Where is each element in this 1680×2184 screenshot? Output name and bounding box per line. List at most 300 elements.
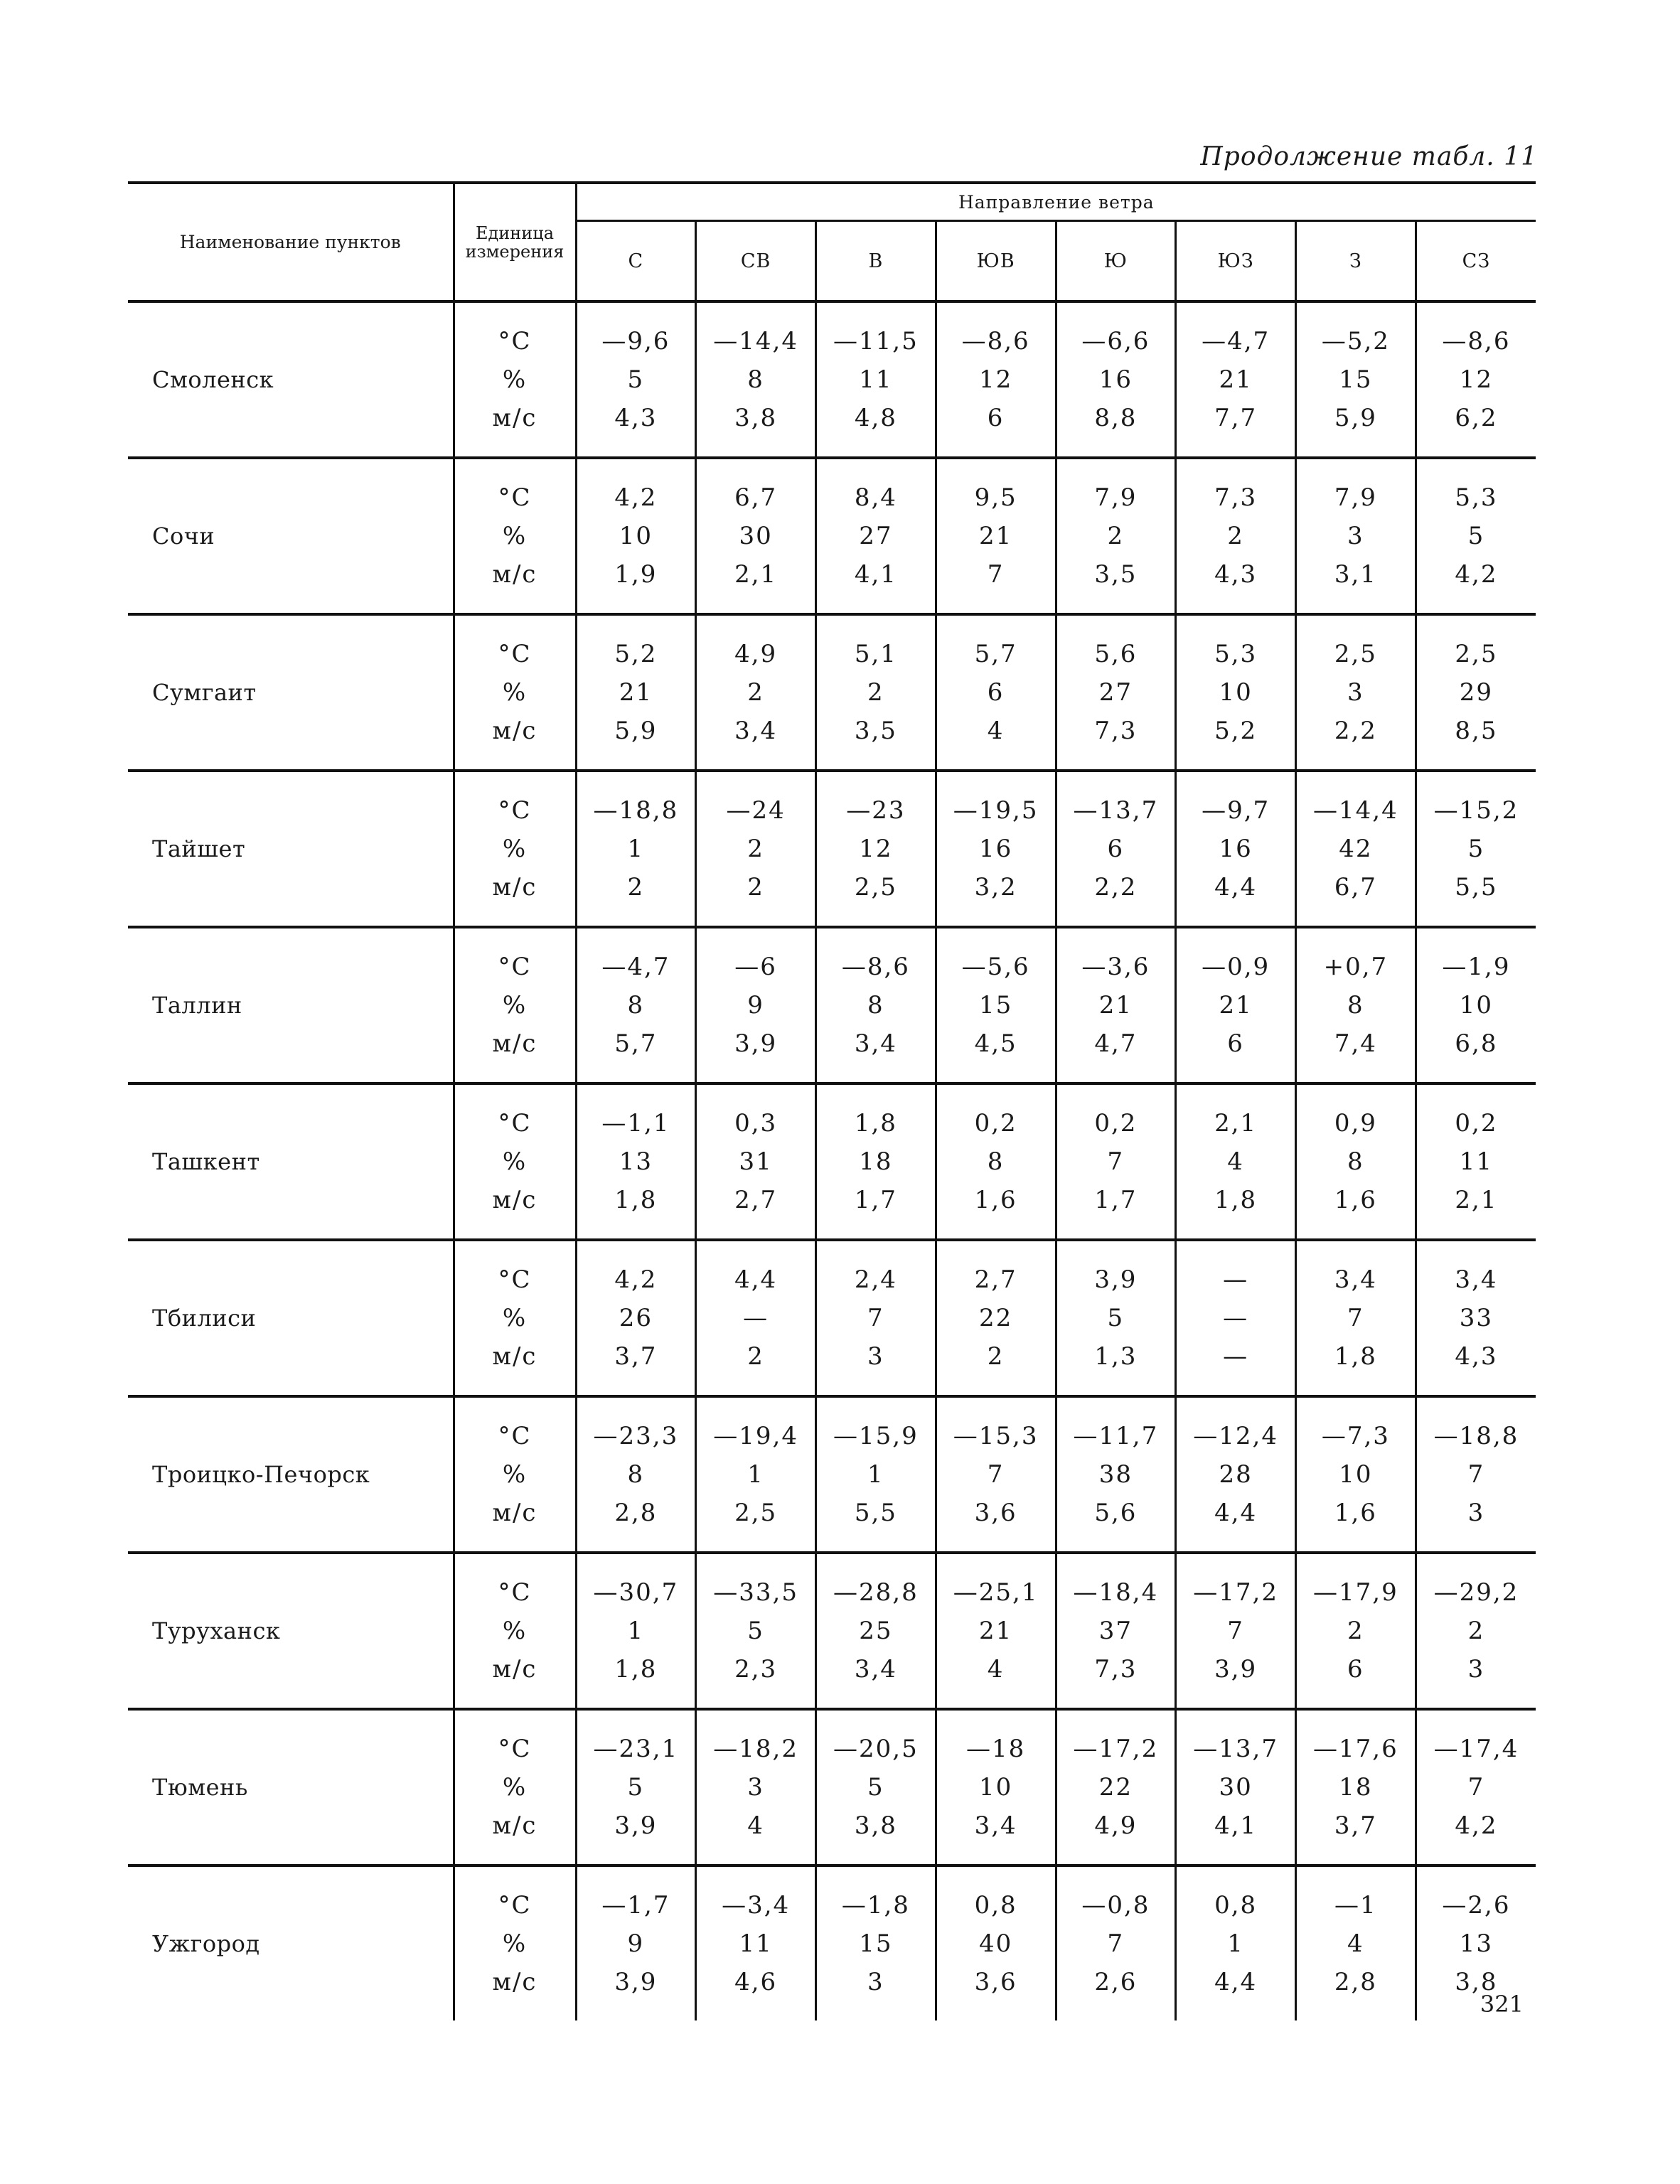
value-cell	[816, 1240, 936, 1396]
table-row	[128, 771, 1536, 927]
unit-cell	[454, 1709, 576, 1866]
value-cell	[1296, 1083, 1416, 1240]
value: 5	[747, 1617, 764, 1645]
value: 3,4	[1334, 1265, 1377, 1294]
value: —8,6	[961, 327, 1030, 355]
unit-label: %	[502, 1773, 528, 1802]
value: —15,9	[833, 1422, 919, 1450]
value: 7,9	[1334, 483, 1377, 512]
value: 3,9	[734, 1029, 778, 1058]
value: —17,2	[1073, 1735, 1159, 1763]
unit-label: м/с	[492, 1029, 537, 1058]
unit-cell	[454, 1396, 576, 1553]
value: 6,7	[734, 483, 778, 512]
value-cell	[816, 458, 936, 614]
unit-label: м/с	[492, 1342, 537, 1371]
value: 0,9	[1334, 1109, 1377, 1138]
value: 3,7	[614, 1342, 658, 1371]
value: 33	[1459, 1304, 1494, 1332]
value: 7	[987, 560, 1005, 589]
value: —20,5	[833, 1735, 919, 1763]
value: 21	[1219, 991, 1253, 1019]
value: 2,5	[1455, 640, 1498, 668]
value: 4,1	[854, 560, 897, 589]
header-unit-line2: измерения	[465, 241, 565, 262]
value-cell	[696, 1083, 816, 1240]
station-name: Таллин	[128, 927, 454, 1083]
value-cell	[1296, 1709, 1416, 1866]
header-unit-line1: Единица	[475, 223, 555, 243]
station-name: Сочи	[128, 458, 454, 614]
value: 4,4	[1214, 1499, 1258, 1527]
value: 7,3	[1094, 717, 1138, 745]
header-direction: С	[576, 221, 696, 302]
value-cell	[1296, 1240, 1416, 1396]
value-cell	[816, 301, 936, 458]
table-row	[128, 1083, 1536, 1240]
value: 5,6	[1094, 640, 1138, 668]
value: 2,5	[734, 1499, 778, 1527]
value: —17,9	[1313, 1578, 1398, 1607]
value: 7	[1347, 1304, 1364, 1332]
value: —1,9	[1442, 953, 1511, 981]
unit-label: м/с	[492, 873, 537, 901]
value: 1,7	[854, 1186, 897, 1214]
header-direction: ЮЗ	[1176, 221, 1296, 302]
value: 4,4	[734, 1265, 778, 1294]
value: 8,4	[854, 483, 897, 512]
value: 1,8	[614, 1655, 658, 1684]
value-cell	[1176, 301, 1296, 458]
value: 3,8	[734, 404, 778, 432]
value: 3,8	[1455, 1968, 1498, 1996]
value: 26	[619, 1304, 653, 1332]
value: —12,4	[1193, 1422, 1278, 1450]
value: 21	[619, 678, 653, 707]
table-row	[128, 1240, 1536, 1396]
value: —11,5	[833, 327, 919, 355]
value: —29,2	[1433, 1578, 1519, 1607]
value: 3	[1347, 678, 1364, 707]
value-cell	[816, 1866, 936, 2020]
unit-label: м/с	[492, 717, 537, 745]
value-cell	[1056, 1709, 1176, 1866]
value: 15	[1339, 365, 1373, 394]
value: 2	[747, 873, 764, 901]
unit-label: %	[502, 522, 528, 550]
value-cell	[1416, 614, 1536, 771]
value: 2,7	[974, 1265, 1017, 1294]
value: 27	[1098, 678, 1133, 707]
value: 6	[987, 404, 1005, 432]
value: 2,5	[1334, 640, 1377, 668]
station-name: Туруханск	[128, 1553, 454, 1709]
value: 7	[1107, 1147, 1125, 1176]
value: 8	[987, 1147, 1005, 1176]
value: 8	[867, 991, 884, 1019]
unit-label: °С	[498, 640, 532, 668]
value: —9,7	[1202, 796, 1270, 825]
station-name: Тюмень	[128, 1709, 454, 1866]
table-row	[128, 1866, 1536, 2020]
value: 0,3	[734, 1109, 778, 1138]
value: —0,9	[1202, 953, 1270, 981]
value: 2,2	[1094, 873, 1138, 901]
value: 5,9	[614, 717, 658, 745]
value: 3	[867, 1968, 884, 1996]
value: 3,6	[974, 1968, 1017, 1996]
value-cell	[576, 1396, 696, 1553]
value: —	[743, 1304, 769, 1332]
value: —14,4	[1313, 796, 1398, 825]
value: 21	[1098, 991, 1133, 1019]
unit-label: %	[502, 1304, 528, 1332]
value: 0,8	[974, 1891, 1017, 1920]
value: 4,3	[1455, 1342, 1498, 1371]
unit-label: °С	[498, 796, 532, 825]
unit-label: °С	[498, 327, 532, 355]
value: 10	[619, 522, 653, 550]
value: 3,1	[1334, 560, 1377, 589]
value: —24	[726, 796, 786, 825]
header-direction: СЗ	[1416, 221, 1536, 302]
value: —19,4	[713, 1422, 798, 1450]
value-cell	[1296, 614, 1416, 771]
value: —4,7	[1202, 327, 1270, 355]
table-header	[128, 183, 1536, 301]
value: 3,5	[854, 717, 897, 745]
value: 16	[1098, 365, 1133, 394]
value-cell	[1056, 1083, 1176, 1240]
value: —1,8	[841, 1891, 910, 1920]
value: 7	[1467, 1773, 1485, 1802]
unit-label: %	[502, 1929, 528, 1958]
value: 1,6	[1334, 1499, 1377, 1527]
value-cell	[1296, 1866, 1416, 2020]
value: 2	[1107, 522, 1125, 550]
table-row	[128, 458, 1536, 614]
value: 10	[978, 1773, 1013, 1802]
value: 3,4	[974, 1811, 1017, 1840]
value: 3,7	[1334, 1811, 1377, 1840]
value: 2	[747, 678, 764, 707]
station-name: Смоленск	[128, 301, 454, 458]
value: 4	[1347, 1929, 1364, 1958]
value: 2,8	[1334, 1968, 1377, 1996]
value: 2,1	[1214, 1109, 1258, 1138]
value: 5,9	[1334, 404, 1377, 432]
value: —13,7	[1073, 796, 1159, 825]
unit-cell	[454, 614, 576, 771]
value-cell	[936, 927, 1056, 1083]
value-cell	[936, 771, 1056, 927]
value-cell	[1416, 1396, 1536, 1553]
value: 4,2	[614, 1265, 658, 1294]
value: 12	[978, 365, 1013, 394]
header-direction: В	[816, 221, 936, 302]
value: 9	[747, 991, 764, 1019]
value: 4,8	[854, 404, 897, 432]
value: 1	[867, 1460, 884, 1489]
value: 2	[747, 835, 764, 863]
value: —11,7	[1073, 1422, 1159, 1450]
value: 21	[978, 1617, 1013, 1645]
unit-label: %	[502, 365, 528, 394]
value: 11	[739, 1929, 773, 1958]
value: 3,4	[854, 1029, 897, 1058]
value: —4,7	[601, 953, 670, 981]
value: 27	[859, 522, 893, 550]
value: 4	[987, 717, 1005, 745]
value: 4	[1227, 1147, 1244, 1176]
value: 2	[987, 1342, 1005, 1371]
unit-label: м/с	[492, 1968, 537, 1996]
value: 22	[978, 1304, 1013, 1332]
value: 2,2	[1334, 717, 1377, 745]
value: 4,3	[614, 404, 658, 432]
value: 30	[739, 522, 773, 550]
unit-cell	[454, 1240, 576, 1396]
value-cell	[816, 1396, 936, 1553]
value: 38	[1098, 1460, 1133, 1489]
value-cell	[696, 614, 816, 771]
page-number: 321	[1480, 1991, 1524, 2018]
value-cell	[1056, 301, 1176, 458]
value-cell	[936, 301, 1056, 458]
unit-label: м/с	[492, 404, 537, 432]
value: —18,8	[1433, 1422, 1519, 1450]
value: 5	[1467, 835, 1485, 863]
value: 7,3	[1214, 483, 1258, 512]
value-cell	[816, 771, 936, 927]
value-cell	[1416, 1553, 1536, 1709]
value: 4,4	[1214, 873, 1258, 901]
value: —23,3	[593, 1422, 679, 1450]
value: —18	[965, 1735, 1026, 1763]
value: 7,4	[1334, 1029, 1377, 1058]
value: 8,5	[1455, 717, 1498, 745]
value-cell	[1416, 1240, 1536, 1396]
value-cell	[576, 927, 696, 1083]
unit-cell	[454, 301, 576, 458]
value: 8	[627, 991, 645, 1019]
value: —1,7	[601, 1891, 670, 1920]
header-direction: ЮВ	[936, 221, 1056, 302]
value-cell	[696, 1553, 816, 1709]
value: 28	[1219, 1460, 1253, 1489]
value: 4,9	[734, 640, 778, 668]
value-cell	[936, 1709, 1056, 1866]
value-cell	[936, 1553, 1056, 1709]
table-row	[128, 614, 1536, 771]
value-cell	[1416, 301, 1536, 458]
value: 3	[1467, 1499, 1485, 1527]
value: 4,1	[1214, 1811, 1258, 1840]
value: 2,6	[1094, 1968, 1138, 1996]
value: 1	[1227, 1929, 1244, 1958]
value: 29	[1459, 678, 1494, 707]
unit-label: °С	[498, 1891, 532, 1920]
unit-label: %	[502, 1147, 528, 1176]
value: 16	[978, 835, 1013, 863]
value-cell	[1416, 458, 1536, 614]
value: 4,2	[1455, 560, 1498, 589]
value: 0,8	[1214, 1891, 1258, 1920]
value: 1	[627, 1617, 645, 1645]
value: 3,8	[854, 1811, 897, 1840]
value: 2	[627, 873, 645, 901]
value: —	[1223, 1265, 1249, 1294]
value: 15	[978, 991, 1013, 1019]
value-cell	[936, 1396, 1056, 1553]
value-cell	[696, 458, 816, 614]
value: 7	[867, 1304, 884, 1332]
value: 3,9	[1214, 1655, 1258, 1684]
value: 16	[1219, 835, 1253, 863]
unit-label: %	[502, 991, 528, 1019]
value-cell	[696, 1709, 816, 1866]
value-cell	[816, 927, 936, 1083]
value: 6,8	[1455, 1029, 1498, 1058]
value: —33,5	[713, 1578, 798, 1607]
value: 5,2	[614, 640, 658, 668]
value: 8	[1347, 991, 1364, 1019]
value: 5	[1467, 522, 1485, 550]
value: 7	[987, 1460, 1005, 1489]
value: 7	[1467, 1460, 1485, 1489]
value-cell	[1416, 1709, 1536, 1866]
value: 13	[1459, 1929, 1494, 1958]
value-cell	[1416, 1083, 1536, 1240]
value: —28,8	[833, 1578, 919, 1607]
value-cell	[576, 458, 696, 614]
value: 3	[1467, 1655, 1485, 1684]
value: 1,3	[1094, 1342, 1138, 1371]
value-cell	[1296, 458, 1416, 614]
unit-label: %	[502, 678, 528, 707]
value: —6,6	[1081, 327, 1150, 355]
value: 5,5	[1455, 873, 1498, 901]
unit-label: °С	[498, 1422, 532, 1450]
value-cell	[1056, 614, 1176, 771]
value: 12	[1459, 365, 1494, 394]
value: —2,6	[1442, 1891, 1511, 1920]
value: 5,2	[1214, 717, 1258, 745]
value: 3,2	[974, 873, 1017, 901]
unit-label: °С	[498, 1578, 532, 1607]
value: 4,7	[1094, 1029, 1138, 1058]
value: 3,4	[854, 1655, 897, 1684]
value-cell	[696, 1866, 816, 2020]
value: 3,4	[1455, 1265, 1498, 1294]
value-cell	[576, 1083, 696, 1240]
value-cell	[1176, 927, 1296, 1083]
value-cell	[1176, 1709, 1296, 1866]
value: 4,2	[614, 483, 658, 512]
value: —7,3	[1321, 1422, 1390, 1450]
table-row	[128, 1396, 1536, 1553]
value: 9	[627, 1929, 645, 1958]
value: 5,1	[854, 640, 897, 668]
value: 5,7	[614, 1029, 658, 1058]
unit-label: м/с	[492, 1186, 537, 1214]
value: 3,5	[1094, 560, 1138, 589]
header-wind-direction: Направление ветра	[576, 183, 1536, 221]
value: —8,6	[1442, 327, 1511, 355]
value: —1	[1334, 1891, 1377, 1920]
value-cell	[576, 1866, 696, 2020]
value: 8	[1347, 1147, 1364, 1176]
value: —15,2	[1433, 796, 1519, 825]
table-row	[128, 1553, 1536, 1709]
value: 4,3	[1214, 560, 1258, 589]
unit-label: %	[502, 835, 528, 863]
value: 3	[747, 1773, 764, 1802]
value: 5	[627, 1773, 645, 1802]
value: 7,7	[1214, 404, 1258, 432]
value: 2	[747, 1342, 764, 1371]
value-cell	[1056, 927, 1176, 1083]
value: 13	[619, 1147, 653, 1176]
table-caption: Продолжение табл. 11	[1200, 142, 1538, 171]
value: 3,4	[734, 717, 778, 745]
value: 6,7	[1334, 873, 1377, 901]
value: 11	[1459, 1147, 1494, 1176]
value: —8,6	[841, 953, 910, 981]
unit-label: м/с	[492, 1811, 537, 1840]
value-cell	[1416, 771, 1536, 927]
value: 1,8	[1214, 1186, 1258, 1214]
unit-label: °С	[498, 483, 532, 512]
value: 10	[1459, 991, 1494, 1019]
wind-data-table	[128, 181, 1536, 2020]
unit-cell	[454, 771, 576, 927]
value: 10	[1219, 678, 1253, 707]
value: 5,3	[1455, 483, 1498, 512]
value: 2,1	[734, 560, 778, 589]
value: —5,2	[1321, 327, 1390, 355]
value: 0,2	[1455, 1109, 1498, 1138]
value: —19,5	[953, 796, 1039, 825]
table-row	[128, 927, 1536, 1083]
value: 8	[747, 365, 764, 394]
value-cell	[1176, 771, 1296, 927]
value: 1,8	[614, 1186, 658, 1214]
value-cell	[1296, 1553, 1416, 1709]
value: +0,7	[1323, 953, 1389, 981]
value-cell	[816, 1709, 936, 1866]
value: 7,9	[1094, 483, 1138, 512]
value-cell	[696, 771, 816, 927]
value: —17,4	[1433, 1735, 1519, 1763]
value: 22	[1098, 1773, 1133, 1802]
value-cell	[1296, 301, 1416, 458]
value: 2	[1227, 522, 1244, 550]
value: —25,1	[953, 1578, 1039, 1607]
station-name: Ужгород	[152, 1930, 260, 1957]
value-cell	[816, 1083, 936, 1240]
value: —18,8	[593, 796, 679, 825]
value-cell	[1056, 1553, 1176, 1709]
value: 6	[1107, 835, 1125, 863]
value: 11	[859, 365, 893, 394]
value-cell	[816, 1553, 936, 1709]
header-station-name: Наименование пунктов	[128, 183, 454, 301]
value: 21	[1219, 365, 1253, 394]
value: —3,6	[1081, 953, 1150, 981]
unit-label: м/с	[492, 560, 537, 589]
value: 5,3	[1214, 640, 1258, 668]
